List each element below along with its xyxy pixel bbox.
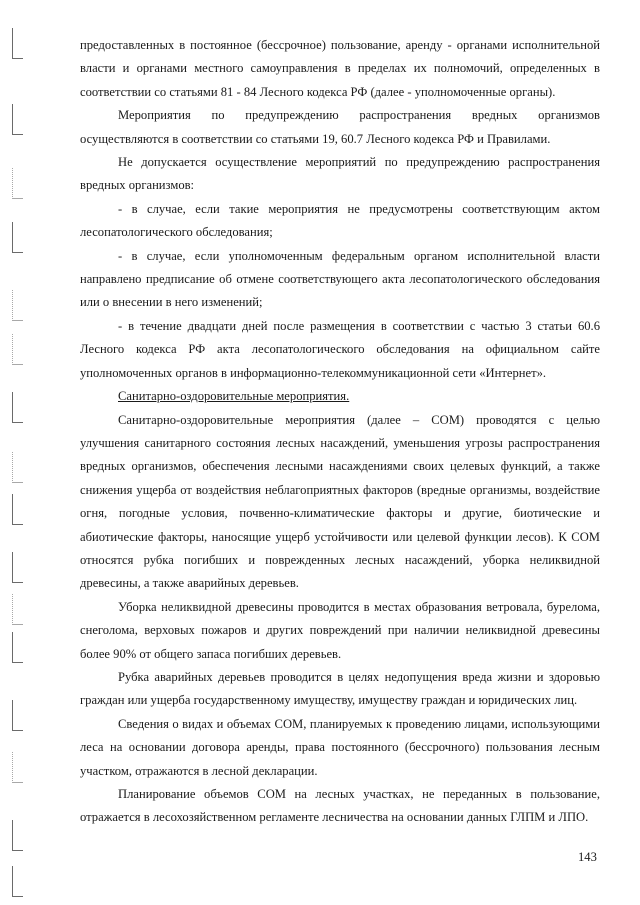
paragraph: Планирование объемов СОМ на лесных участках, не переданных в пользование, отражается в лесохозяйственном регламенте лесничества на основании данных ГЛПМ и ЛПО. <box>80 787 600 825</box>
paragraph: Сведения о видах и объемах СОМ, планируемых к проведению лицами, использующими леса на основании договора аренды, права постоянного (бессрочного) пользования лесным участком, отражаются в лесной декларации. <box>80 716 600 778</box>
binding-mark <box>12 752 23 783</box>
binding-mark <box>12 700 23 731</box>
paragraph: Санитарно-оздоровительные мероприятия (далее – СОМ) проводятся с целью улучшения санитарного состояния лесных насаждений, уменьшения угрозы распространения вредных организмов, обеспечения лесными насаждениями своих целевых функций, а также снижения ущерба от воздействия неблагоприятных факторов (вредные организмы, воздействие огня, погодные условия, почвенно-климатические факторы и другие, биотические и абиотические факторы, наносящие ущерб устойчивости или целевой функции лесов). К СОМ относятся рубка погибших и поврежденных лесных насаждений, уборка неликвидной древесины, а также аварийных деревьев. <box>80 412 600 591</box>
paragraph: Не допускается осуществление мероприятий по предупреждению распространения вредных организмов: <box>80 155 600 193</box>
page-number: 143 <box>578 850 597 864</box>
binding-edge-marks <box>8 0 28 905</box>
list-item: - в случае, если такие мероприятия не предусмотрены соответствующим актом лесопатологического обследования; <box>80 201 600 240</box>
binding-mark <box>12 392 23 423</box>
binding-mark <box>12 594 23 625</box>
binding-mark <box>12 290 23 321</box>
binding-mark <box>12 104 23 135</box>
list-item: - в случае, если уполномоченным федеральным органом исполнительной власти направлено предписание об отмене соответствующего акта лесопатологического обследования или о внесении в него изменений; <box>80 248 600 310</box>
paragraph: Мероприятия по предупреждению распространения вредных организмов осуществляются в соответствии со статьями 19, 60.7 Лесного кодекса РФ и Правилами. <box>80 108 600 146</box>
section-heading: Санитарно-оздоровительные мероприятия. <box>118 389 350 404</box>
binding-mark <box>12 820 23 851</box>
binding-mark <box>12 334 23 365</box>
paragraph: предоставленных в постоянное (бессрочное) пользование, аренду - органами исполнительной власти и органами местного самоуправления в пределах их полномочий, определенных в соответствии со статьями 81 - 84 Лесного кодекса РФ (далее - уполномоченные органы). <box>80 38 600 99</box>
binding-mark <box>12 552 23 583</box>
binding-mark <box>12 168 23 199</box>
binding-mark <box>12 28 23 59</box>
binding-mark <box>12 452 23 483</box>
binding-mark <box>12 632 23 663</box>
list-item: - в течение двадцати дней после размещения в соответствии с частью 3 статьи 60.6 Лесного кодекса РФ акта лесопатологического обследования на официальном сайте уполномоченных органов в информационно-телекоммуникационной сети «Интернет». <box>80 318 600 380</box>
binding-mark <box>12 866 23 897</box>
document-body <box>80 34 600 830</box>
binding-mark <box>12 222 23 253</box>
binding-mark <box>12 494 23 525</box>
paragraph: Уборка неликвидной древесины проводится в местах образования ветровала, бурелома, снеголома, верховых пожаров и других повреждений при наличии неликвидной древесины более 90% от общего запаса погибших деревьев. <box>80 599 600 661</box>
paragraph: Рубка аварийных деревьев проводится в целях недопущения вреда жизни и здоровью граждан или ущерба государственному имуществу, имуществу граждан и юридических лиц. <box>80 669 600 708</box>
